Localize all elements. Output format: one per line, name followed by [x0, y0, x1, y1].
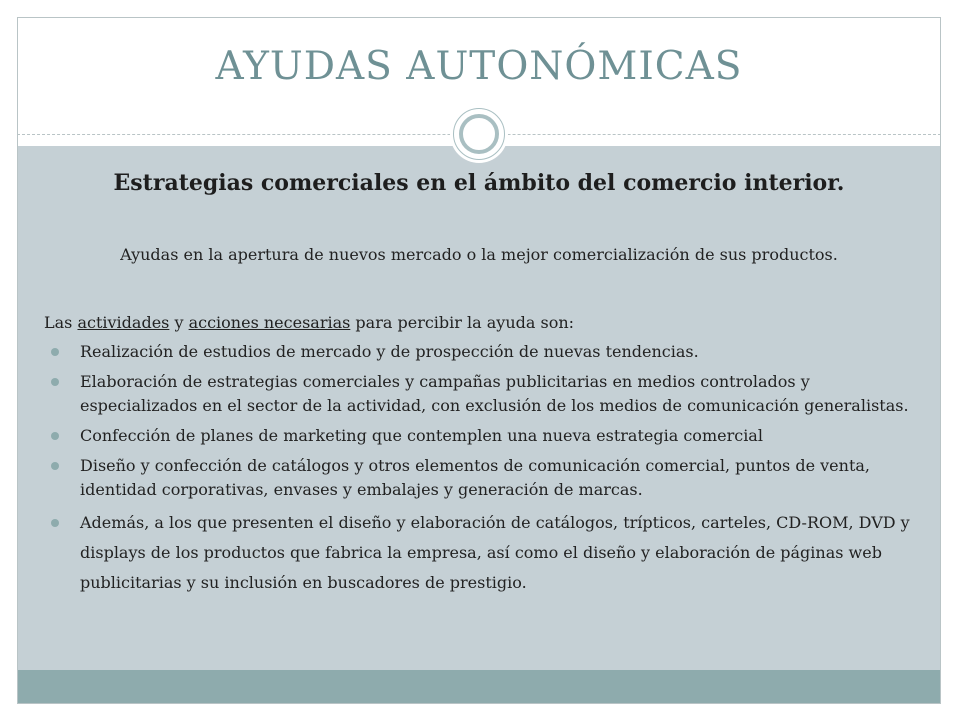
- lead-underlined-activities: actividades: [77, 313, 170, 332]
- slide-title: AYUDAS AUTONÓMICAS: [215, 44, 743, 89]
- lead-prefix: Las: [44, 313, 78, 332]
- intro-text: Ayudas en la apertura de nuevos mercado o la mejor comercialización de sus productos.: [120, 245, 838, 264]
- lead-sentence: [44, 313, 924, 332]
- footer-band: [18, 670, 940, 703]
- list-item-text: Realización de estudios de mercado y de prospección de nuevas tendencias.: [80, 342, 699, 361]
- list-item: [44, 454, 914, 502]
- bullet-dot-icon: [51, 462, 59, 470]
- requirements-list: [44, 340, 914, 604]
- ring-ornament-outline: [453, 108, 505, 160]
- bullet-dot-icon: [51, 519, 59, 527]
- bullet-dot-icon: [51, 378, 59, 386]
- list-item: [44, 370, 914, 418]
- list-item-text: Diseño y confección de catálogos y otros elementos de comunicación comercial, puntos de venta, identidad corporativas, envases y embalajes y generación de marcas.: [80, 456, 870, 499]
- list-item: [44, 424, 914, 448]
- lead-underlined-actions: acciones necesarias: [188, 313, 351, 332]
- list-item: [44, 508, 914, 598]
- list-item-text: Elaboración de estrategias comerciales y campañas publicitarias en medios controlados y especializados en el sector de la actividad, con exclusión de los medios de comunicación generalistas.: [80, 372, 909, 415]
- slide-subtitle: Estrategias comerciales en el ámbito del comercio interior.: [113, 170, 845, 196]
- lead-middle: y: [169, 313, 189, 332]
- list-item-text: Confección de planes de marketing que contemplen una nueva estrategia comercial: [80, 426, 763, 445]
- bullet-dot-icon: [51, 432, 59, 440]
- list-item: [44, 340, 914, 364]
- list-item-text: Además, a los que presenten el diseño y elaboración de catálogos, trípticos, carteles, CD-ROM, DVD y displays de los productos que fabrica la empresa, así como el diseño y elaboración de páginas web publicitarias y su inclusión en buscadores de prestigio.: [80, 513, 910, 592]
- bullet-dot-icon: [51, 348, 59, 356]
- lead-suffix: para percibir la ayuda son:: [350, 313, 575, 332]
